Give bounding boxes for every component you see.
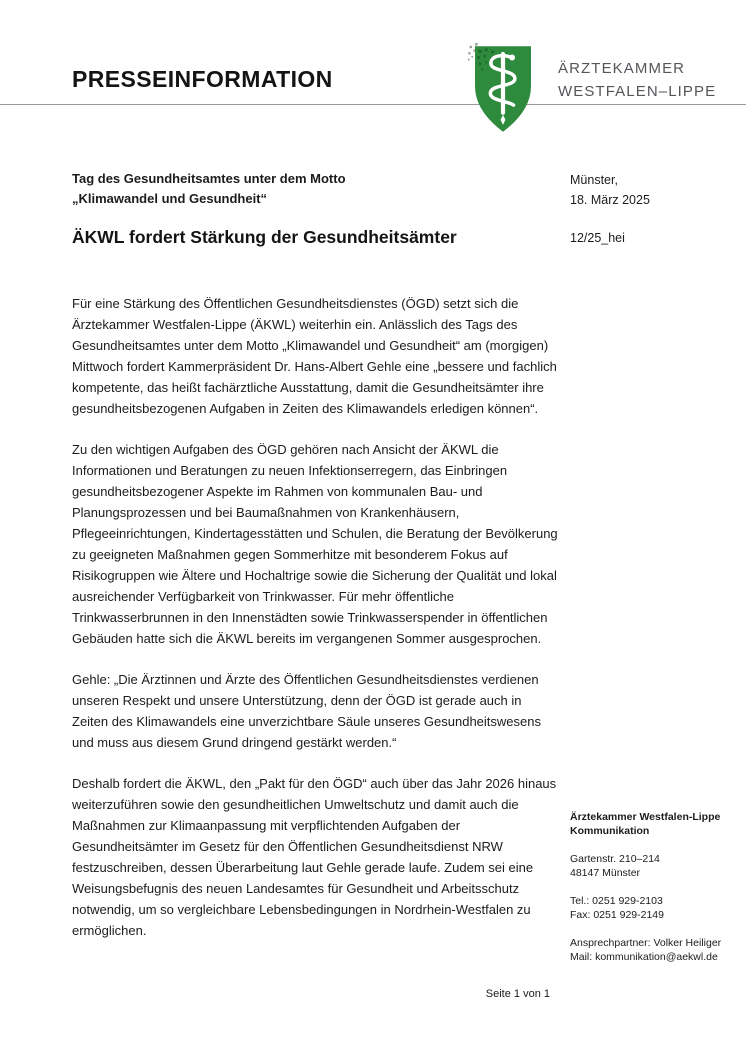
place: Münster, [570,173,618,187]
body-paragraph: Zu den wichtigen Aufgaben des ÖGD gehören nach Ansicht der ÄKWL die Informationen und Beratungen zu neuen Infektionserregern, das Einbringen gesundheitsbezogener Aspekte im Rahmen von kommunalen Bau- und Planungsprozessen und bei Baumaßnahmen von Krankenhäusern, Pflegeeinrichtungen, Kindertagesstätten und Schulen, die Beratung der Bevölkerung zu geeigneten Maßnahmen gegen Sommerhitze mit besonderem Fokus auf Risikogruppen wie Ältere und Hochaltrige sowie die Sicherung der Qualität und lokal ausreichender Verfügbarkeit von Trinkwasser. Für mehr öffentliche Trinkwasserbrunnen in den Innenstädten sowie Trinkwasserspender in öffentlichen Gebäuden hatte sich die ÄKWL bereits im vergangenen Sommer ausgesprochen. [72,442,558,646]
reference-number: 12/25_hei [570,231,625,245]
contact-person: Ansprechpartner: Volker Heiliger [570,937,722,949]
contact-fax: Fax: 0251 929-2149 [570,909,664,921]
org-name [558,57,716,103]
subject-line1: Tag des Gesundheitsamtes unter dem Motto [72,171,346,186]
date-block [570,170,650,210]
contact-address [570,852,730,880]
headline: ÄKWL fordert Stärkung der Gesundheitsämter [72,227,457,247]
body-paragraph: Für eine Stärkung des Öffentlichen Gesundheitsdienstes (ÖGD) setzt sich die Ärztekammer Westfalen-Lippe (ÄKWL) weiterhin ein. Anlässlich des Tags des Gesundheitsamtes unter dem Motto „Klimawandel und Gesundheit“ am (morgigen) Mittwoch fordert Kammerpräsident Dr. Hans-Albert Gehle eine „bessere und fachlich kompetente, das heißt fachärztliche Ausstattung, damit die Gesundheitsämter ihre gesundheitsbezogenen Aufgaben in Zeiten des Klimawandels erledigen können“. [72,296,557,416]
contact-phone [570,894,730,922]
subject-line2: „Klimawandel und Gesundheit“ [72,191,268,206]
contact-person-mail [570,936,730,964]
shield-snake-icon [468,42,538,136]
subject-block [72,169,512,209]
page-indicator: Seite 1 von 1 [485,988,550,1000]
contact-org [570,810,730,838]
body-copy [72,293,558,961]
aekwl-logo [468,42,538,136]
contact-org-line2: Kommunikation [570,825,650,837]
contact-city: 48147 Münster [570,867,641,879]
contact-tel: Tel.: 0251 929-2103 [570,895,663,907]
body-paragraph: Gehle: „Die Ärztinnen und Ärzte des Öffentlichen Gesundheitsdienstes verdienen unseren Respekt und unsere Unterstützung, denn der ÖGD ist gerade auch in Zeiten des Klimawandels eine unverzichtbare Säule unseres Gesundheitswesens und muss aus diesem Grund dringend gestärkt werden.“ [72,672,541,750]
contact-block [570,810,730,978]
page-title: PRESSEINFORMATION [72,66,333,92]
org-name-line1: ÄRZTEKAMMER [558,60,686,77]
date: 18. März 2025 [570,193,650,207]
org-name-line2: WESTFALEN–LIPPE [558,83,717,100]
body-paragraph: Deshalb fordert die ÄKWL, den „Pakt für den ÖGD“ auch über das Jahr 2026 hinaus weiterzuführen sowie den gesundheitlichen Umweltschutz und damit auch die Maßnahmen zur Klimaanpassung mit verpflichtenden Aufgaben der Gesundheitsämter im Gesetz für den Öffentlichen Gesundheitsdienst NRW festzuschreiben, dessen Überarbeitung laut Gehle gerade laufe. Zudem sei eine Weisungsbefugnis des neuen Landesamtes für Gesundheit und Arbeitsschutz notwendig, um so vergleichbare Lebensbedingungen in Nordrhein-Westfalen zu ermöglichen. [72,776,557,938]
contact-mail: Mail: kommunikation@aekwl.de [570,951,718,963]
contact-street: Gartenstr. 210–214 [570,853,660,865]
contact-org-line1: Ärztekammer Westfalen-Lippe [570,811,721,823]
header-divider [0,104,746,105]
